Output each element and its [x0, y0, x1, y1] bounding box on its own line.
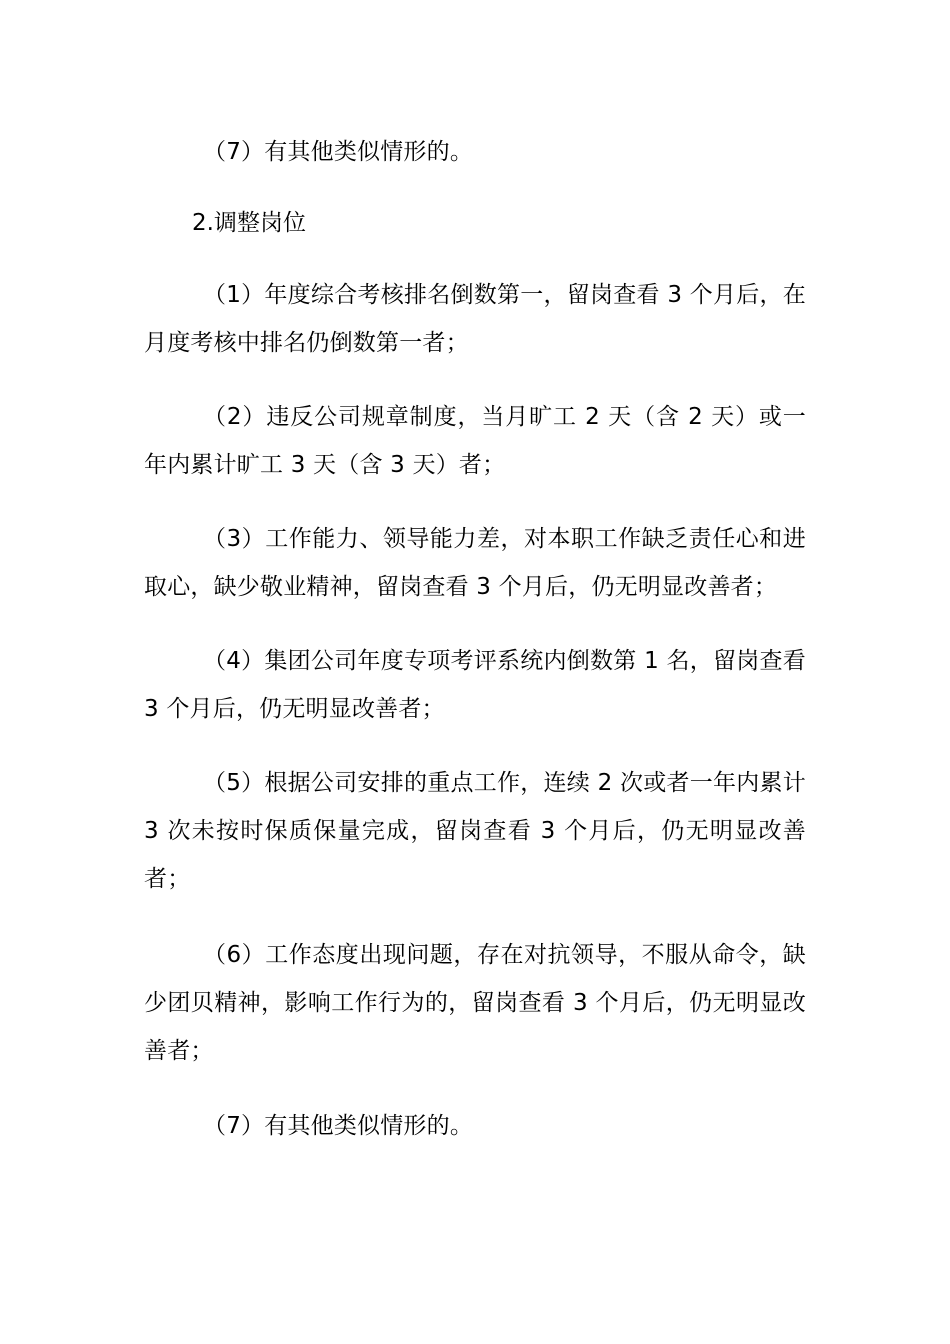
paragraph-item-3: （3）工作能力、领导能力差，对本职工作缺乏责任心和进取心，缺少敬业精神，留岗查看 3 个月后，仍无明显改善者；	[144, 526, 806, 600]
paragraph-item-5: （5）根据公司安排的重点工作，连续 2 次或者一年内累计 3 次未按时保质保量完成，留岗查看 3 个月后，仍无明显改善者；	[144, 770, 806, 892]
paragraph-item-2: （2）违反公司规章制度，当月旷工 2 天（含 2 天）或一年内累计旷工 3 天（含 3 天）者；	[144, 404, 806, 478]
section-heading: 2.调整岗位	[192, 210, 306, 236]
paragraph-item-6: （6）工作态度出现问题，存在对抗领导，不服从命令，缺少团贝精神，影响工作行为的，留岗查看 3 个月后，仍无明显改善者；	[144, 942, 806, 1064]
paragraph-item-7-top: （7）有其他类似情形的。	[203, 139, 474, 165]
paragraph-item-7-bottom: （7）有其他类似情形的。	[203, 1113, 474, 1139]
paragraph-item-1: （1）年度综合考核排名倒数第一，留岗查看 3 个月后，在月度考核中排名仍倒数第一者；	[144, 282, 806, 356]
paragraph-item-4: （4）集团公司年度专项考评系统内倒数第 1 名，留岗查看 3 个月后，仍无明显改善者；	[144, 648, 806, 722]
